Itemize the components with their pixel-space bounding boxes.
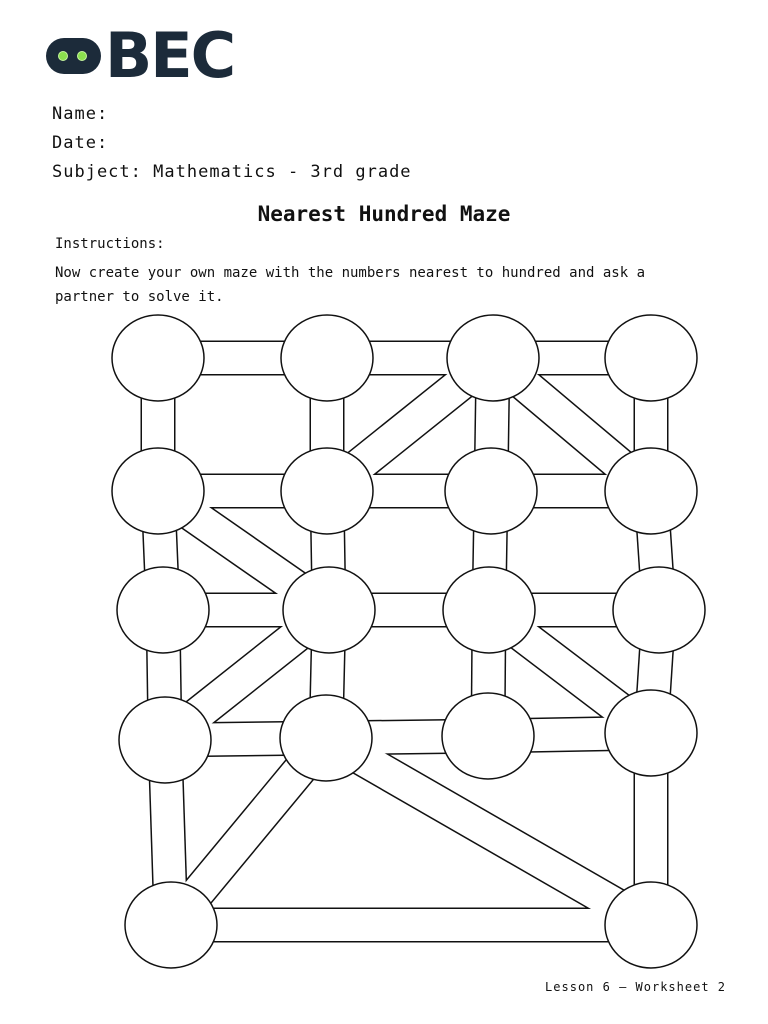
maze-node-circle — [281, 315, 373, 401]
maze-node-circle — [280, 695, 372, 781]
footer-lesson-label: Lesson 6 — Worksheet 2 — [545, 980, 726, 994]
maze-node-circle — [112, 315, 204, 401]
robot-eye-right — [77, 51, 87, 61]
maze-node-circle — [605, 690, 697, 776]
worksheet-title: Nearest Hundred Maze — [257, 202, 511, 226]
maze-node-circle — [125, 882, 217, 968]
maze-node-circle — [613, 567, 705, 653]
date-label: Date: — [52, 133, 109, 153]
maze-diagram — [0, 300, 768, 980]
subject-value: Mathematics - 3rd grade — [153, 162, 412, 182]
maze-node-circle — [447, 315, 539, 401]
maze-node-circle — [112, 448, 204, 534]
maze-node-circle — [443, 567, 535, 653]
bec-logo — [46, 19, 235, 92]
maze-node-circle — [119, 697, 211, 783]
robot-icon — [46, 38, 101, 74]
instructions-label: Instructions: — [55, 236, 165, 252]
subject-field — [52, 162, 412, 182]
maze-paths — [158, 358, 659, 925]
date-field — [52, 133, 108, 153]
name-field — [52, 104, 108, 124]
maze-node-circle — [605, 882, 697, 968]
maze-node-circle — [281, 448, 373, 534]
maze-node-circle — [605, 448, 697, 534]
subject-label: Subject: — [52, 162, 142, 182]
maze-node-circle — [605, 315, 697, 401]
logo-text: BEC — [105, 19, 235, 92]
maze-node-circle — [117, 567, 209, 653]
maze-node-circle — [445, 448, 537, 534]
instructions-text: Now create your own maze with the numbers nearest to hundred and ask a partner to solve it. — [55, 265, 646, 305]
maze-node-circle — [442, 693, 534, 779]
maze-node-circle — [283, 567, 375, 653]
robot-eye-left — [58, 51, 68, 61]
name-label: Name: — [52, 104, 109, 124]
